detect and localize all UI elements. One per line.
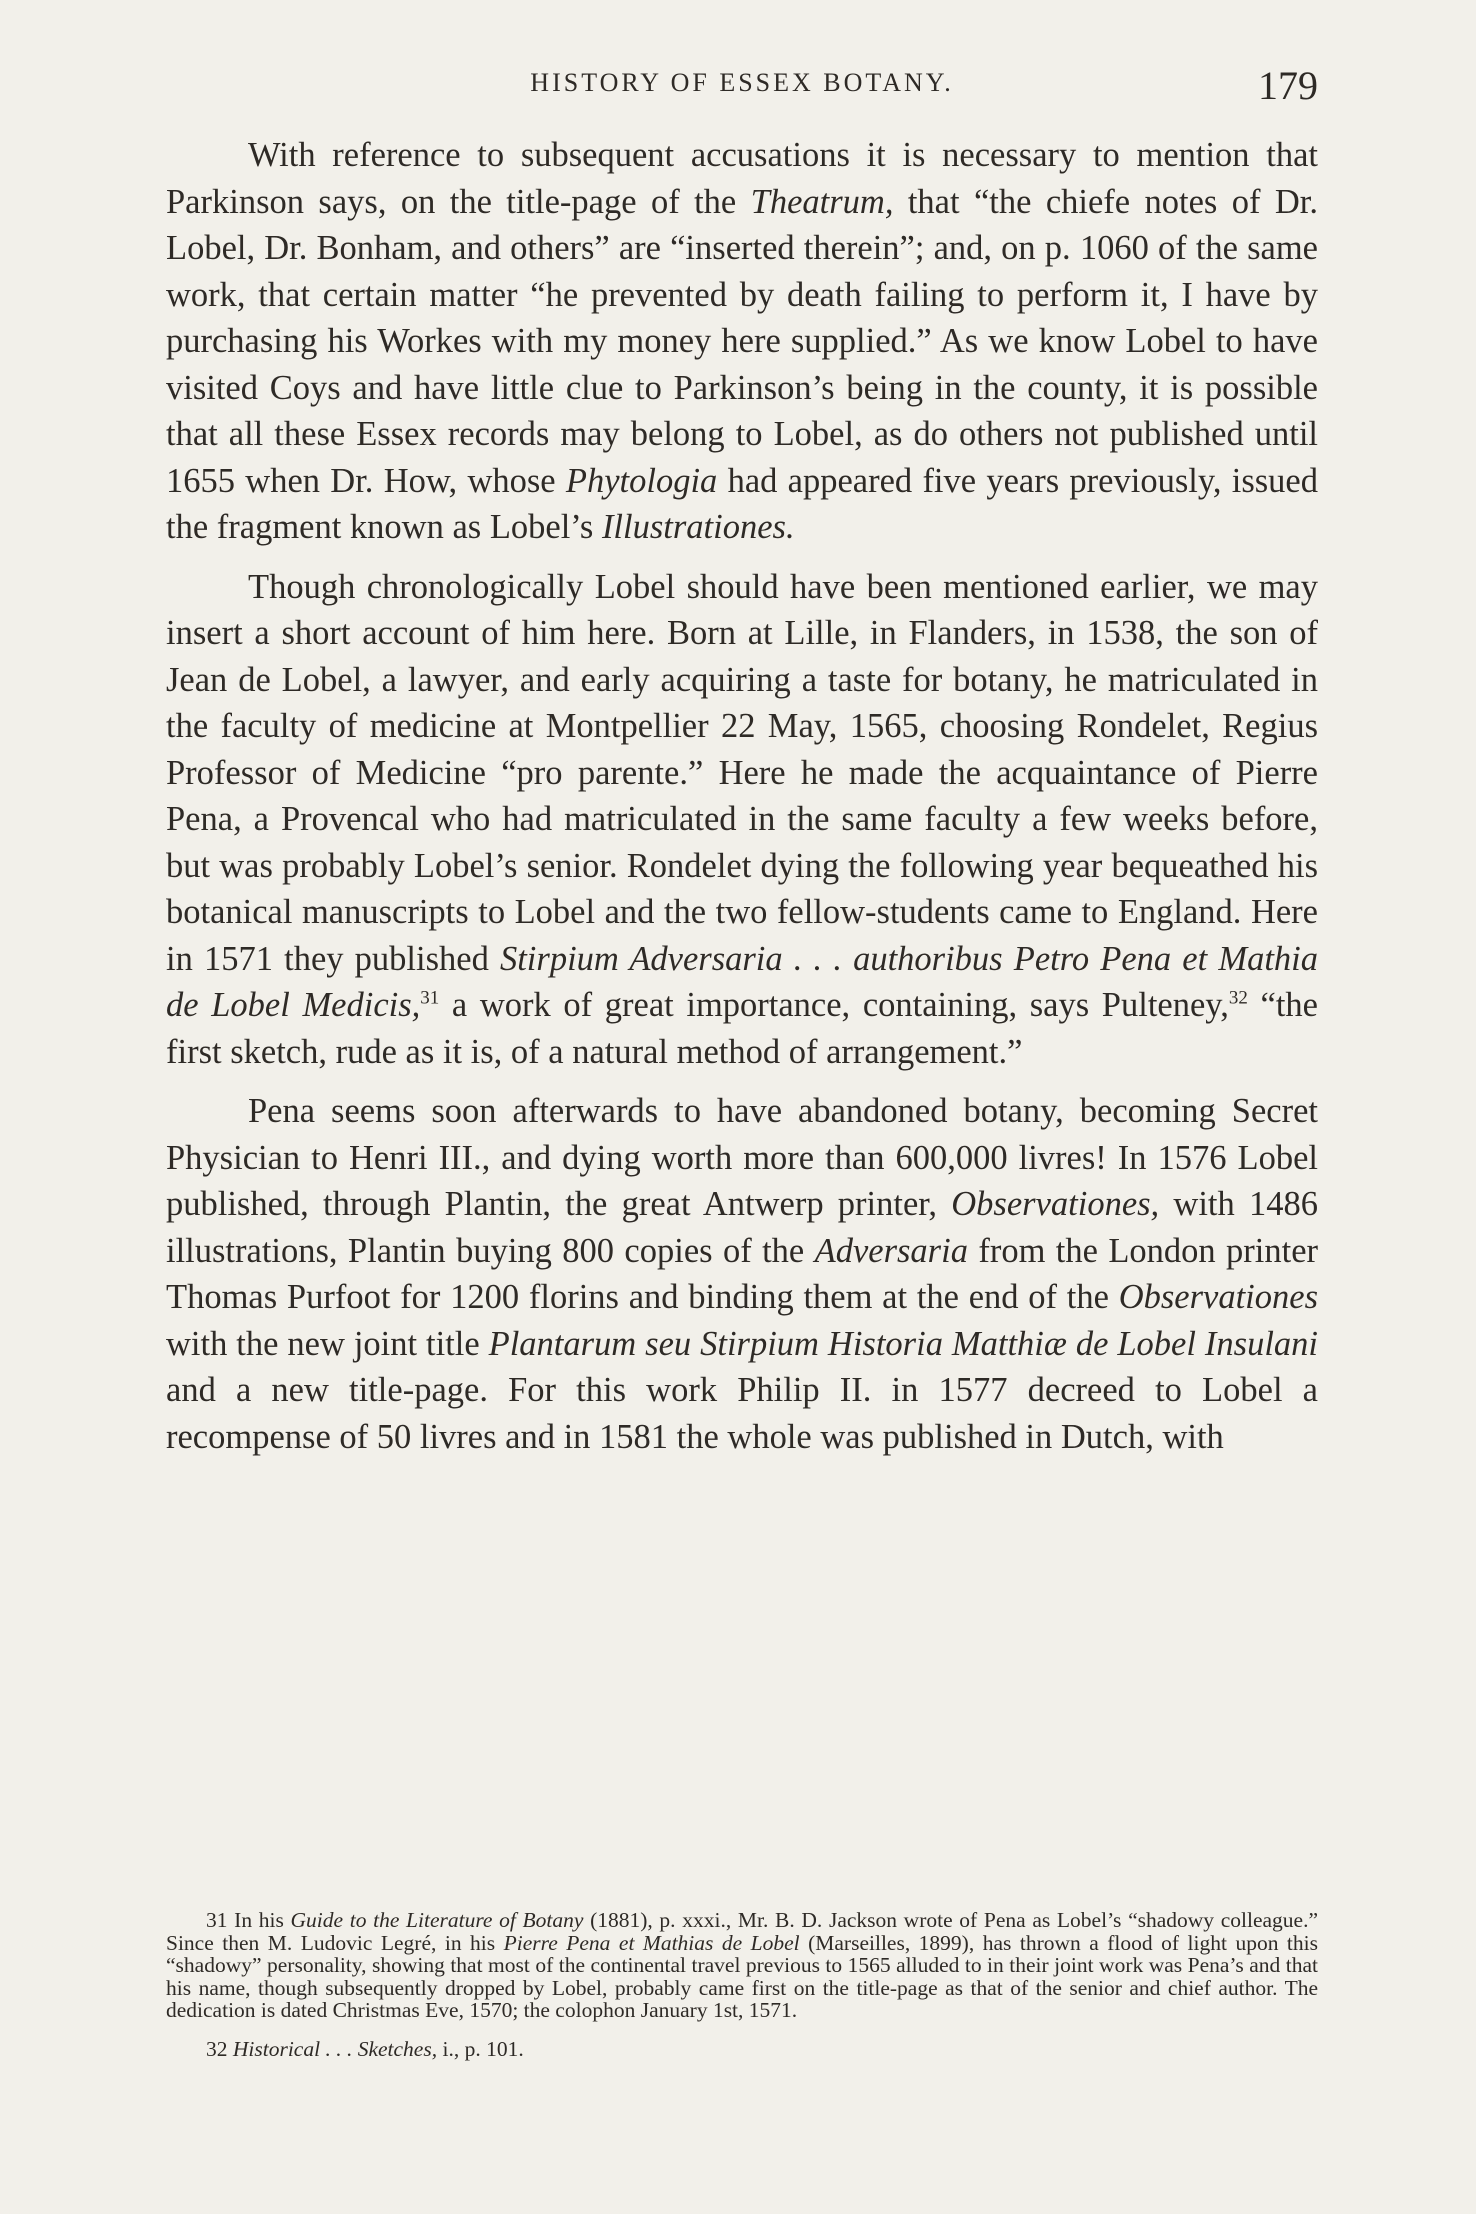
text-run: “the first sketch, rude as it is, of a natural method of arrangement.” <box>166 986 1318 1071</box>
footnote-ref: 31 <box>420 987 440 1009</box>
text-run: i., p. 101. <box>437 2036 524 2061</box>
paragraph-1 <box>166 132 1318 551</box>
italic-title: Theatrum, <box>750 182 894 221</box>
italic-title: Stirpium Adversaria . . . authoribus Petro Pena et Mathia de Lobel Medicis, <box>166 939 1318 1024</box>
text-run: With reference to subsequent accusations it is necessary to mention that Parkinson says, on the title-page of the <box>166 136 1318 221</box>
italic-title: Adversaria <box>814 1231 968 1270</box>
text-run: from the London printer Thomas Purfoot for 1200 florins and binding them at the end of the <box>166 1231 1318 1316</box>
body-text <box>166 132 1318 1460</box>
footnote-32 <box>166 2038 1318 2061</box>
italic-title: Historical . . . Sketches, <box>232 2036 438 2061</box>
running-head: HISTORY OF ESSEX BOTANY. <box>530 68 954 97</box>
text-run: with the new joint title <box>166 1324 489 1363</box>
text-run: (1881), p. xxxi., Mr. B. D. Jackson wrote of Pena as Lobel’s “shadowy colleague.” Since then M. Ludovic Legré, in his <box>166 1908 1319 1955</box>
text-run: (Marseilles, 1899), has thrown a flood of light upon this “shadowy” personality, showing that most of the continental travel previous to 1565 alluded to in their joint work was Pena’s and that his name, though subsequently dropped by Lobel, probably came first on the title-page as that of the senior and chief author. The dedication is dated Christmas Eve, 1570; the colophon January 1st, 1571. <box>166 1930 1318 2022</box>
text-run: In his <box>227 1908 291 1932</box>
paragraph-3 <box>166 1088 1318 1460</box>
footnote-ref: 32 <box>1228 987 1248 1009</box>
page-header <box>166 62 1318 112</box>
text-run: that “the chiefe notes of Dr. Lobel, Dr. Bonham, and others” are “inserted therein”; and, on p. 1060 of the same work, that certain matter “he prevented by death failing to perform it, I have by purchasing his Workes with my money here supplied.” As we know Lobel to have visited Coys and have little clue to Parkinson’s being in the county, it is possible that all these Essex records may belong to Lobel, as do others not published until 1655 when Dr. How, whose <box>166 182 1318 500</box>
page-number: 179 <box>1258 63 1318 108</box>
text-run: and a new title-page. For this work Philip II. in 1577 decreed to Lobel a recompense of 50 livres and in 1581 the whole was published in Dutch, with <box>166 1371 1318 1456</box>
paragraph-2 <box>166 564 1318 1076</box>
footnote-31 <box>166 1909 1318 2022</box>
text-run: a work of great importance, containing, says Pulteney, <box>439 986 1229 1024</box>
italic-title: Observationes <box>1118 1278 1318 1316</box>
text-run: Though chronologically Lobel should have been mentioned earlier, we may insert a short account of him here. Born at Lille, in Flanders, in 1538, the son of Jean de Lobel, a lawyer, and early acquiring a taste for botany, he matriculated in the faculty of medicine at Montpellier 22 May, 1565, choosing Rondelet, Regius Professor of Medicine “pro parente.” Here he made the acquaintance of Pierre Pena, a Provencal who had matriculated in the same faculty a few weeks before, but was probably Lobel’s senior. Rondelet dying the following year bequeathed his botanical manuscripts to Lobel and the two fellow-students came to England. Here in 1571 they published <box>166 567 1318 978</box>
footnote-number: 31 <box>206 1908 228 1932</box>
italic-title: Phytologia <box>565 461 718 500</box>
italic-title: Observationes, <box>951 1185 1160 1223</box>
italic-title: Guide to the Literature of Botany <box>290 1908 584 1932</box>
text-run: with 1486 illustrations, Plantin buying 800 copies of the <box>166 1185 1318 1270</box>
italic-title: Plantarum seu Stirpium Historia Matthiæ de Lobel Insulani <box>488 1324 1318 1363</box>
italic-title: Illustrationes. <box>601 508 795 546</box>
footnote-number: 32 <box>206 2036 228 2061</box>
italic-title: Pierre Pena et Mathias de Lobel <box>503 1930 800 1955</box>
footnotes <box>166 1909 1318 2060</box>
text-run: Pena seems soon afterwards to have abandoned botany, becoming Secret Physician to Henri III., and dying worth more than 600,000 livres! In 1576 Lobel published, through Plantin, the great Antwerp printer, <box>166 1092 1318 1223</box>
text-run: had appeared five years previously, issued the fragment known as Lobel’s <box>166 461 1318 546</box>
